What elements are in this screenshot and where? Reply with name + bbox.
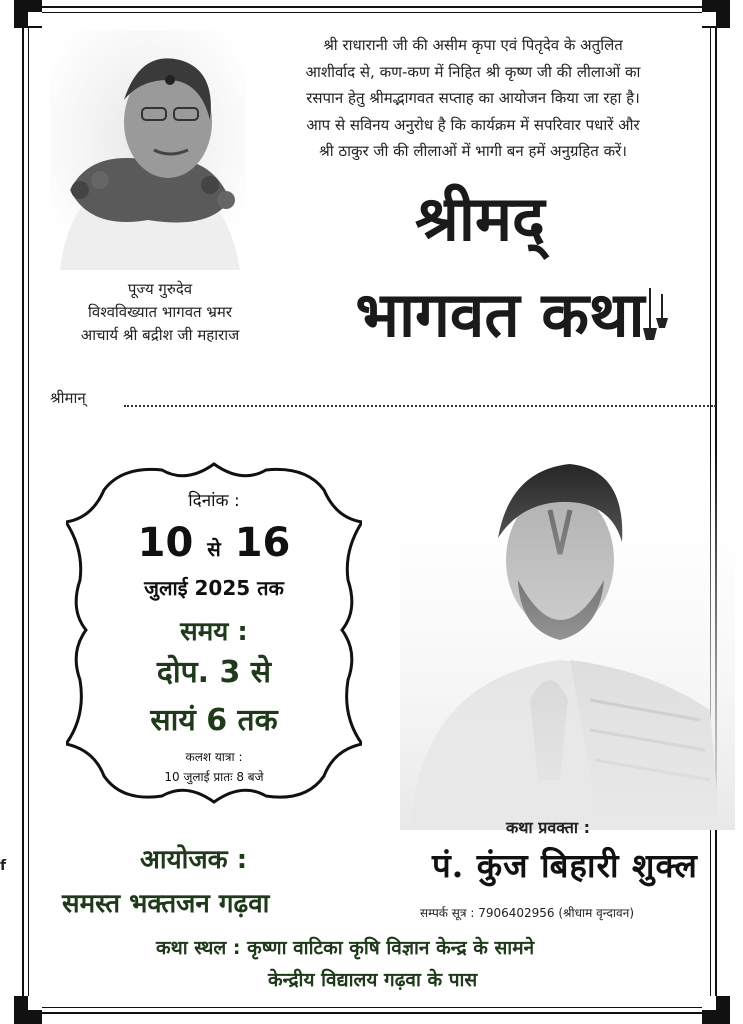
date-to: 16 [234, 520, 291, 566]
intro-line: आशीर्वाद से, कण-कण में निहित श्री कृष्ण जी की लीलाओं का [305, 62, 641, 81]
intro-line: आप से सविनय अनुरोध है कि कार्यक्रम में सपरिवार पधारें और [306, 115, 640, 134]
guru-caption [40, 278, 280, 347]
event-title-graphic [330, 168, 690, 398]
invitation-intro [238, 32, 708, 165]
date-month: जुलाई 2025 तक [144, 576, 284, 600]
kalash-value: 10 जुलाई प्रातः 8 बजे [164, 770, 264, 784]
kalash-label: कलश यात्रा : [185, 750, 243, 764]
speaker-name: पं. कुंज बिहारी शुक्ल [432, 846, 698, 885]
title-line-1: श्रीमद् [415, 182, 545, 255]
guru-epithet: विश्वविख्यात भागवत भ्रमर [87, 303, 233, 321]
addressee-blank-line [124, 405, 716, 407]
date-se: से [207, 537, 221, 561]
time-label: समय : [180, 617, 248, 647]
intro-line: श्री ठाकुर जी की लीलाओं में भागी बन हमें अनुग्रहित करें। [319, 142, 627, 161]
addressee-label: श्रीमान् [50, 389, 86, 407]
date-range [66, 520, 362, 566]
organizer-name: समस्त भक्तजन गढ़वा [62, 889, 270, 919]
bell-icon [643, 328, 657, 340]
venue-line-1: कथा स्थल : कृष्णा वाटिका कृषि विज्ञान केन्द्र के सामने [156, 937, 535, 959]
guru-title: पूज्य गुरुदेव [127, 280, 193, 298]
speaker-portrait [400, 450, 735, 830]
speaker-label: कथा प्रवक्ता : [506, 818, 591, 837]
guru-name: आचार्य श्री बद्रीश जी महाराज [80, 326, 240, 344]
time-end: सायं 6 तक [150, 703, 278, 738]
title-line-2: भागवत कथा [355, 278, 645, 351]
venue-line-2: केन्द्रीय विद्यालय गढ़वा के पास [268, 969, 478, 991]
time-start: दोप. 3 से [156, 655, 272, 690]
intro-line: रसपान हेतु श्रीमद्भागवत सप्ताह का आयोजन किया जा रहा है। [306, 89, 640, 108]
edge-mark: f [0, 858, 7, 874]
date-from: 10 [137, 520, 194, 566]
speaker-contact: सम्पर्क सूत्र : 7906402956 (श्रीधाम वृन्दावन) [420, 906, 634, 920]
organizer-label: आयोजक : [140, 845, 248, 875]
guru-portrait [50, 30, 246, 270]
bell-icon [656, 318, 668, 328]
intro-line: श्री राधारानी जी की असीम कृपा एवं पितृदेव के अतुलित [323, 36, 623, 54]
date-label: दिनांक : [188, 491, 240, 511]
